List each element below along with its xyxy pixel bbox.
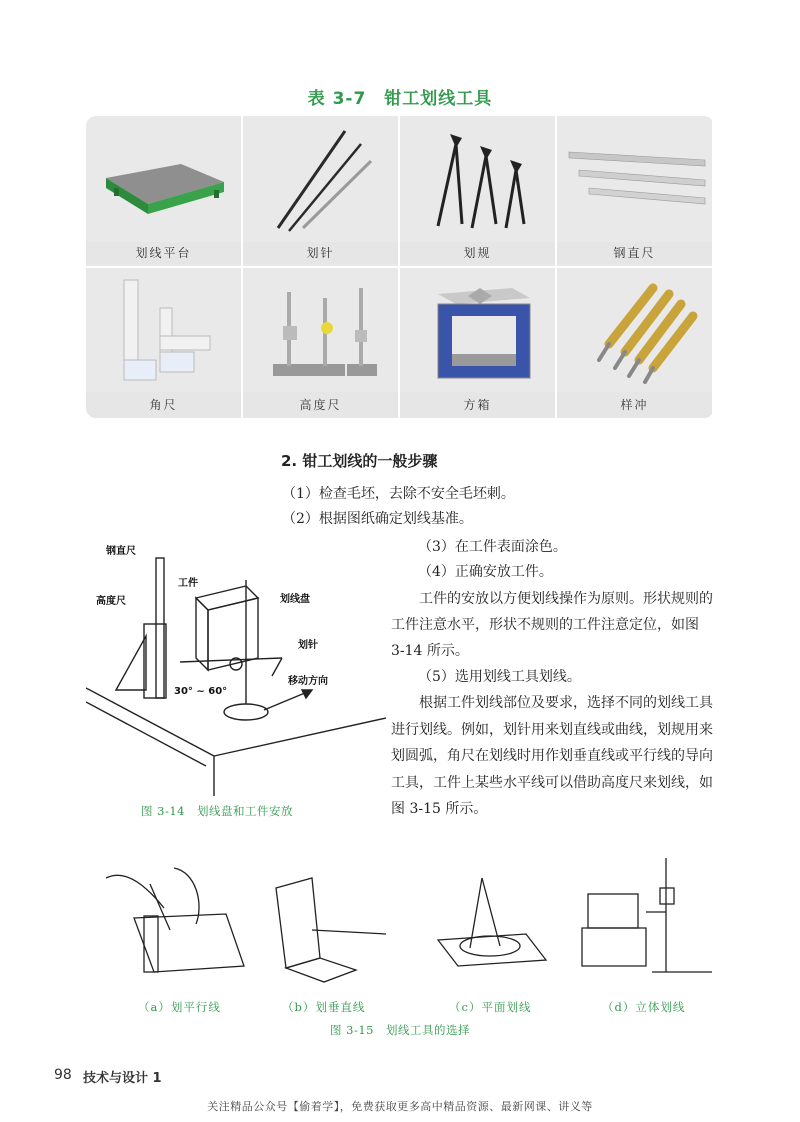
footer-note: 关注精品公众号【偷着学】，免费获取更多高中精品资源、最新网课、讲义等: [207, 1100, 593, 1113]
label-surface-gauge: 划线盘: [280, 594, 310, 605]
figure-3-14-caption: 图 3-14 划线盘和工件安放: [141, 804, 293, 818]
tool-cell-try-square: [86, 268, 241, 418]
marking-platform-icon: [86, 116, 241, 242]
try-square-icon: [86, 268, 241, 392]
step-2: （2）根据图纸确定划线基准。: [282, 511, 473, 527]
paragraph-tool-selection: 根据工件划线部位及要求，选择不同的划线工具进行划线。例如，划针用来划直线或曲线，划规用来划圆弧，角尺在划线时用作划垂直线或平行线的导向工具，工件上某些水平线可以借助高度尺来划线，如图 3-15 所示。: [391, 695, 713, 817]
book-title: 技术与设计 1: [83, 1071, 162, 1086]
label-workpiece: 工件: [178, 578, 198, 589]
tool-cell-box-angle-plate: [400, 268, 555, 418]
dividers-icon: [400, 116, 555, 242]
scriber-icon: [243, 116, 398, 242]
label-direction: 移动方向: [288, 676, 328, 687]
tool-label: 划针: [243, 242, 398, 264]
label-ruler: 钢直尺: [106, 546, 136, 557]
paragraph-placement: 工件的安放以方便划线操作为原则。形状规则的工件注意水平，形状不规则的工件注意定位，如图 3-14 所示。: [391, 591, 713, 659]
subcaption-c: （c）平面划线: [449, 1000, 532, 1014]
subcaption-b: （b）划垂直线: [282, 1000, 366, 1014]
tools-table: [86, 116, 714, 418]
steel-ruler-icon: [557, 116, 712, 242]
figure-3-15-illustration: [86, 848, 716, 993]
figure-3-15-caption: 图 3-15 划线工具的选择: [330, 1023, 470, 1037]
tool-label: 划线平台: [86, 242, 241, 264]
box-angle-plate-icon: [400, 268, 555, 392]
tool-label: 角尺: [86, 392, 241, 418]
height-gauge-icon: [243, 268, 398, 392]
tool-label: 划规: [400, 242, 555, 264]
tool-cell-height-gauge: [243, 268, 398, 418]
center-punch-icon: [557, 268, 712, 392]
step-3: （3）在工件表面涂色。: [418, 539, 567, 555]
subcaption-d: （d）立体划线: [602, 1000, 686, 1014]
section-heading: 2. 钳工划线的一般步骤: [281, 452, 438, 470]
tool-cell-steel-ruler: [557, 116, 712, 266]
label-angle: 30° ~ 60°: [174, 686, 228, 697]
step-4: （4）正确安放工件。: [418, 564, 553, 580]
tool-cell-scriber: [243, 116, 398, 266]
tool-cell-marking-platform: [86, 116, 241, 266]
tool-label: 高度尺: [243, 392, 398, 418]
label-height-gauge: 高度尺: [96, 596, 126, 607]
subcaption-a: （a）划平行线: [138, 1000, 221, 1014]
label-scriber: 划针: [298, 640, 318, 651]
figure-3-14-illustration: [86, 540, 386, 796]
step-5: （5）选用划线工具划线。: [418, 669, 581, 685]
tool-label: 钢直尺: [557, 242, 712, 264]
tool-cell-dividers: [400, 116, 555, 266]
tool-cell-center-punch: [557, 268, 712, 418]
table-title: 表 3-7 钳工划线工具: [307, 89, 493, 109]
page-number: 98: [54, 1067, 72, 1083]
tool-label: 样冲: [557, 392, 712, 418]
tool-label: 方箱: [400, 392, 555, 418]
step-1: （1）检查毛坯，去除不安全毛坯刺。: [282, 486, 515, 502]
